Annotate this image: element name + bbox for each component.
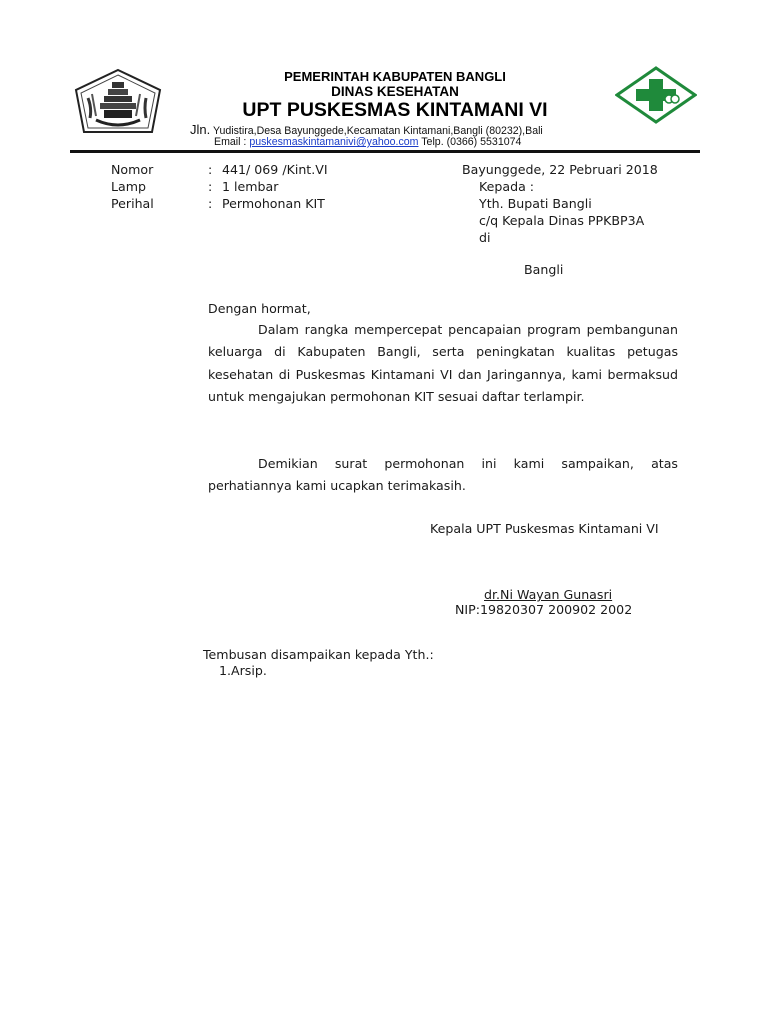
nomor-value: 441/ 069 /Kint.VI xyxy=(222,162,328,177)
bangli-regency-emblem-icon xyxy=(74,68,162,134)
letterhead-department: DINAS KESEHATAN xyxy=(331,84,459,99)
nomor-label: Nomor xyxy=(111,162,154,177)
body-paragraph-2: Demikian surat permohonan ini kami sampaikan, atas perhatiannya kami ucapkan terimakasih. xyxy=(208,456,678,494)
greeting: Dengan hormat, xyxy=(208,301,311,316)
phone-text: Telp. (0366) 5531074 xyxy=(421,136,522,148)
email-link[interactable]: puskesmaskintamanivi@yahoo.com xyxy=(249,136,419,148)
letterhead-divider xyxy=(70,150,700,153)
letterhead-contact xyxy=(214,136,521,148)
place-date: Bayunggede, 22 Pebruari 2018 xyxy=(462,162,658,177)
cc-heading: Tembusan disampaikan kepada Yth.: xyxy=(203,647,434,662)
signature-title: Kepala UPT Puskesmas Kintamani VI xyxy=(430,521,659,536)
recipient-yth: Yth. Bupati Bangli xyxy=(479,196,592,211)
address-text: Yudistira,Desa Bayunggede,Kecamatan Kintamani,Bangli (80232),Bali xyxy=(213,125,543,137)
letterhead-address xyxy=(190,122,543,137)
perihal-value: Permohonan KIT xyxy=(222,196,325,211)
email-label: Email : xyxy=(214,136,247,148)
cc-item: 1.Arsip. xyxy=(219,663,267,678)
letterhead-institution: UPT PUSKESMAS KINTAMANI VI xyxy=(242,99,548,121)
lamp-value: 1 lembar xyxy=(222,179,279,194)
recipient-city: Bangli xyxy=(524,262,564,277)
perihal-separator: : xyxy=(208,196,213,211)
recipient-cq: c/q Kepala Dinas PPKBP3A xyxy=(479,213,645,228)
nomor-separator: : xyxy=(208,162,213,177)
letterhead-government: PEMERINTAH KABUPATEN BANGLI xyxy=(284,69,506,84)
address-prefix: Jln. xyxy=(190,122,211,137)
body-paragraph-1: Dalam rangka mempercepat pencapaian program pembangunan keluarga di Kabupaten Bangli, serta peningkatan kualitas petugas kesehatan di Puskesmas Kintamani VI dan Jaringannya, kami bermaksud untuk mengajukan permohonan KIT sesuai daftar terlampir. xyxy=(208,322,678,405)
signature-nip: NIP:19820307 200902 2002 xyxy=(455,602,633,617)
recipient-di: di xyxy=(479,230,491,245)
lamp-separator: : xyxy=(208,179,213,194)
recipient-kepada: Kepada : xyxy=(479,179,535,194)
lamp-label: Lamp xyxy=(111,179,146,194)
signature-name: dr.Ni Wayan Gunasri xyxy=(484,587,613,602)
perihal-label: Perihal xyxy=(111,196,154,211)
puskesmas-logo-icon xyxy=(615,66,697,124)
